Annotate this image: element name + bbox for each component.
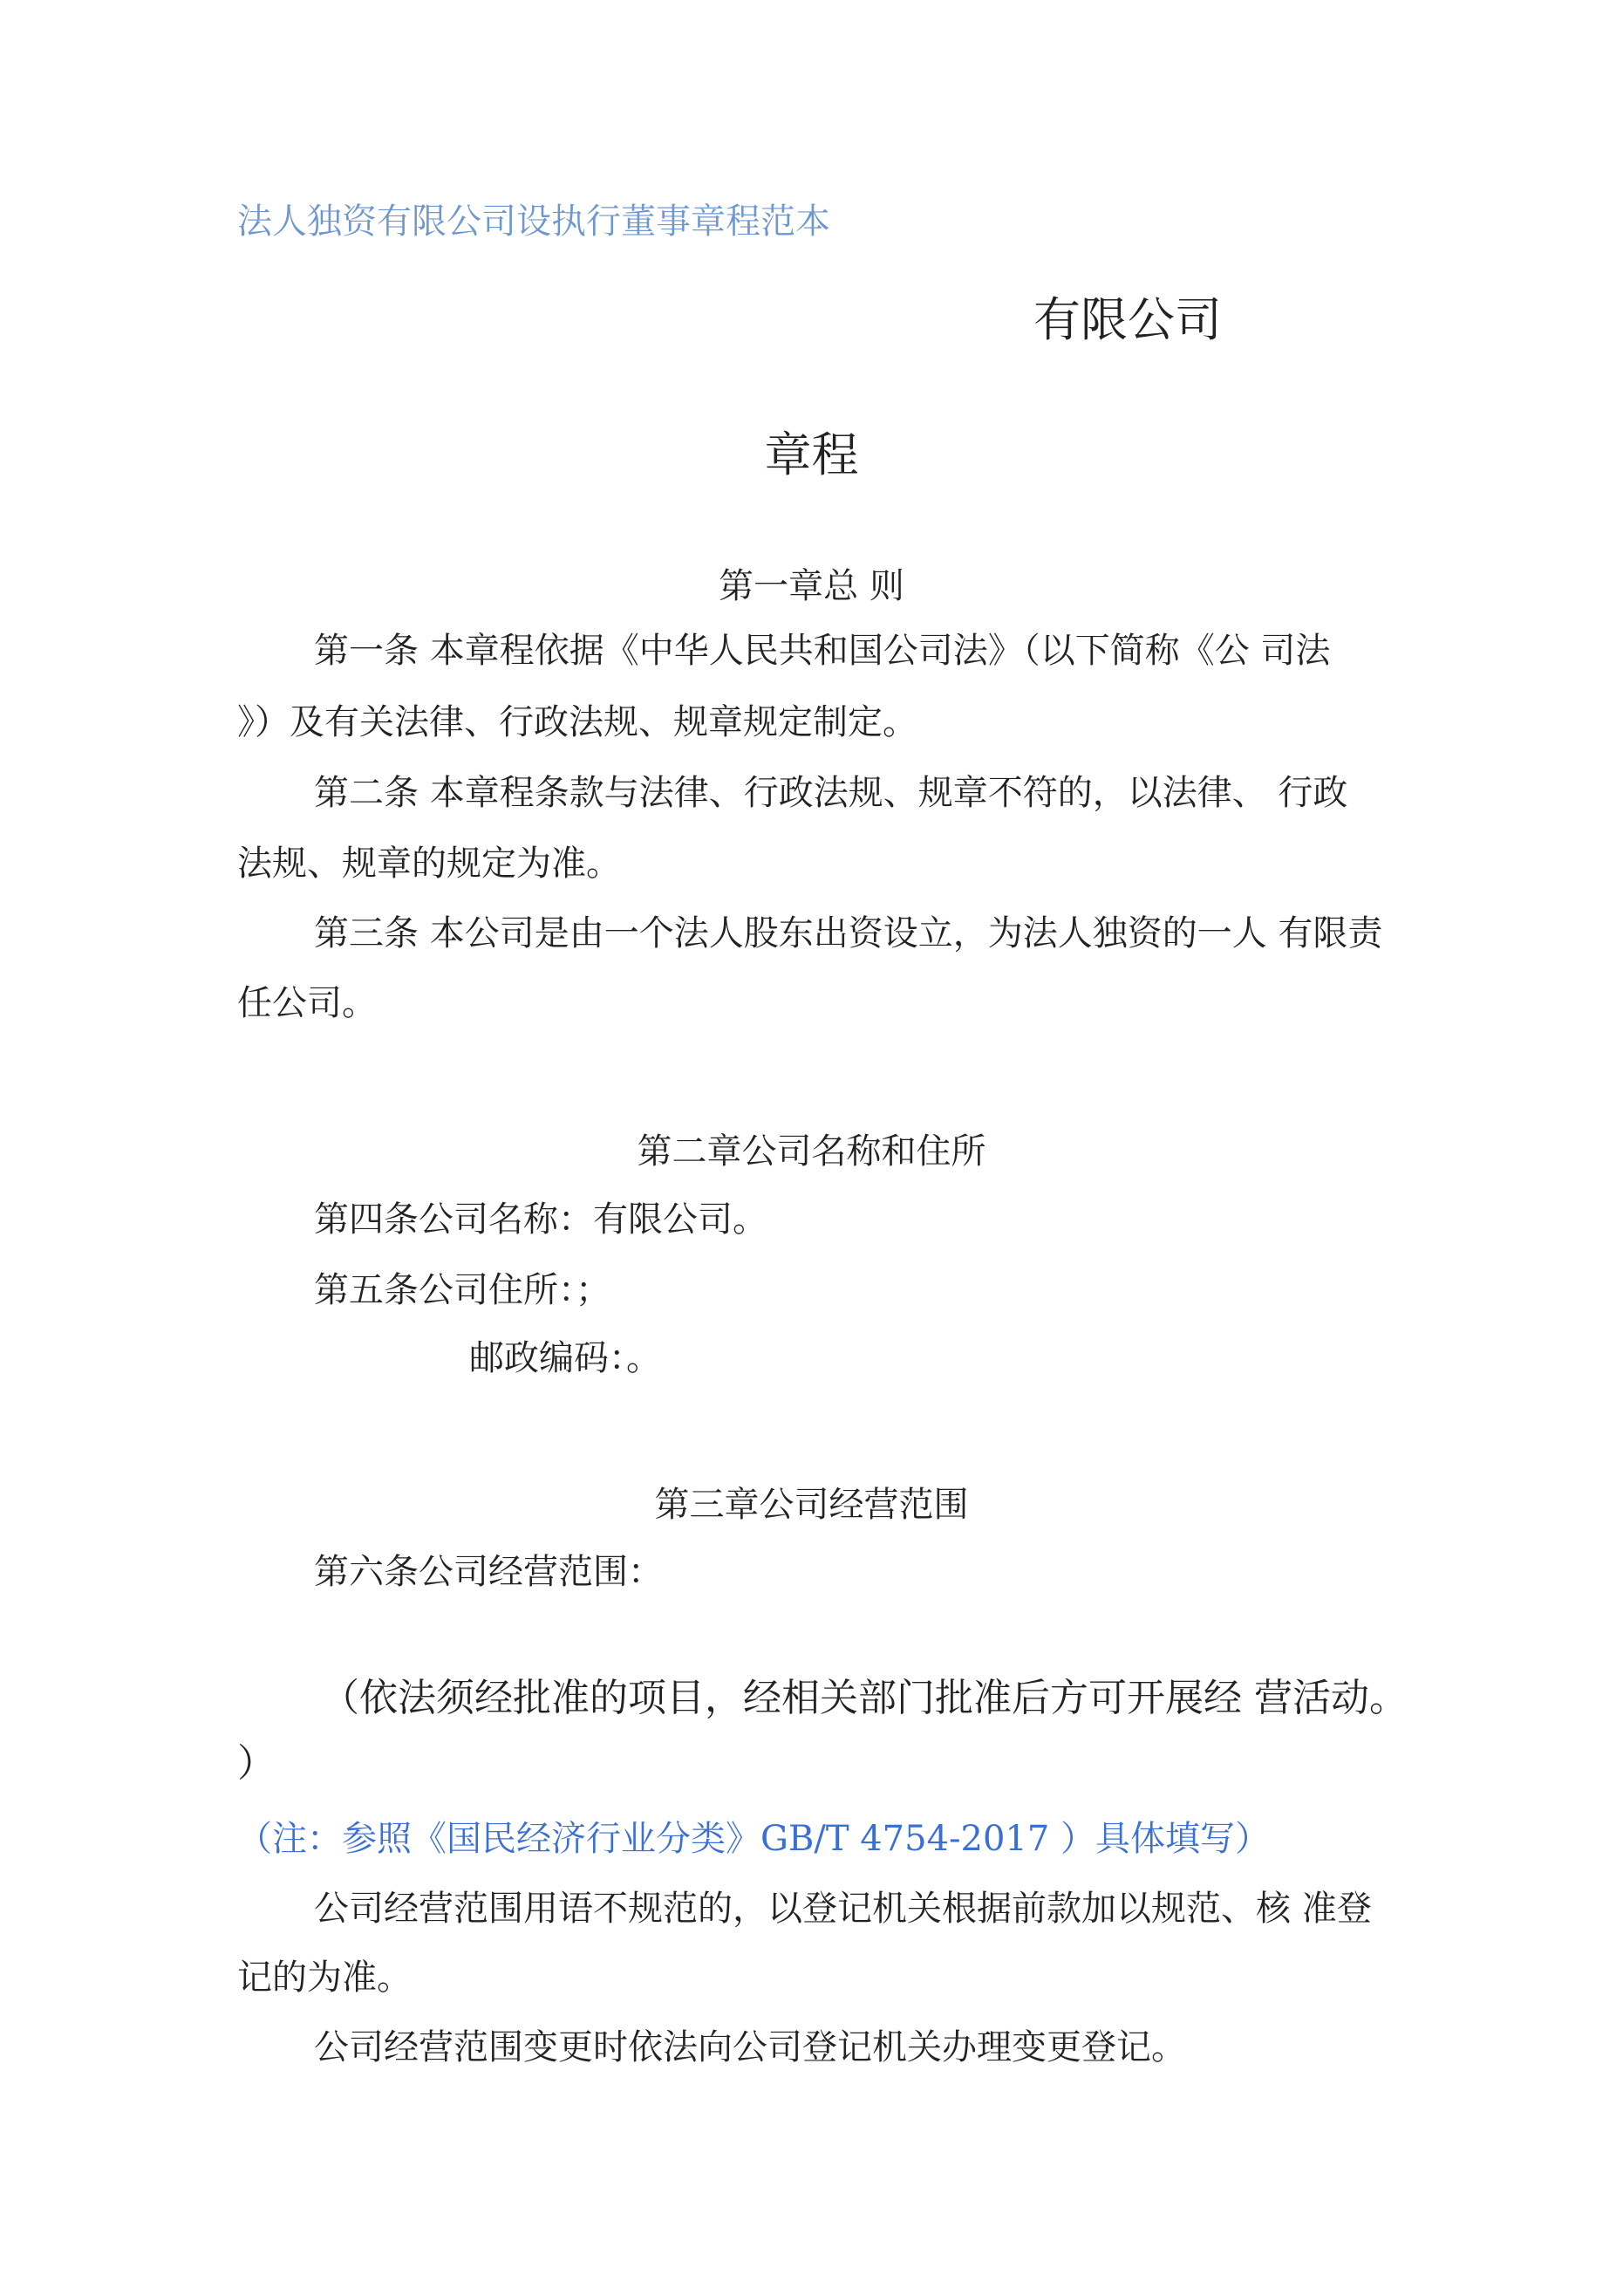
article-6: 第六条公司经营范围：	[314, 1552, 663, 1592]
article-1-line-2: 》）及有关法律、行政法规、规章规定制定。	[237, 702, 917, 742]
article-5: 第五条公司住所：；	[314, 1270, 610, 1310]
article-1-line-1: 第一条 本章程依据《中华人民共和国公司法》（以下简称《公 司法	[314, 631, 1331, 671]
scope-paragraph-line-1: 公司经营范围用语不规范的，以登记机关根据前款加以规范、核 准登	[314, 1889, 1372, 1929]
article-2-line-1: 第二条 本章程条款与法律、行政法规、规章不符的，以法律、 行政	[314, 773, 1348, 813]
article-4: 第四条公司名称：有限公司。	[314, 1199, 767, 1240]
chapter-1-heading: 第一章总 则	[719, 566, 904, 606]
document-title: 章程	[764, 427, 859, 482]
approval-notice-line-1: （依法须经批准的项目，经相关部门批准后方可开展经 营活动。	[321, 1676, 1408, 1720]
scope-paragraph-line-2: 记的为准。	[237, 1958, 412, 1998]
company-name-heading: 有限公司	[1033, 292, 1222, 347]
document-label: 法人独资有限公司设执行董事章程范本	[237, 202, 830, 242]
postal-code-line: 邮政编码：。	[469, 1338, 661, 1378]
industry-classification-note: （注：参照《国民经济行业分类》GB/T 4754-2017 ）具体填写）	[237, 1819, 1271, 1859]
article-3-line-2: 任公司。	[237, 983, 377, 1023]
article-2-line-2: 法规、规章的规定为准。	[237, 844, 621, 884]
article-3-line-1: 第三条 本公司是由一个法人股东出资设立，为法人独资的一人 有限责	[314, 913, 1383, 953]
scope-change-paragraph: 公司经营范围变更时依法向公司登记机关办理变更登记。	[314, 2027, 1186, 2067]
chapter-2-heading: 第二章公司名称和住所	[637, 1131, 986, 1172]
approval-notice-line-2: ）	[237, 1741, 276, 1786]
chapter-3-heading: 第三章公司经营范围	[654, 1485, 969, 1525]
